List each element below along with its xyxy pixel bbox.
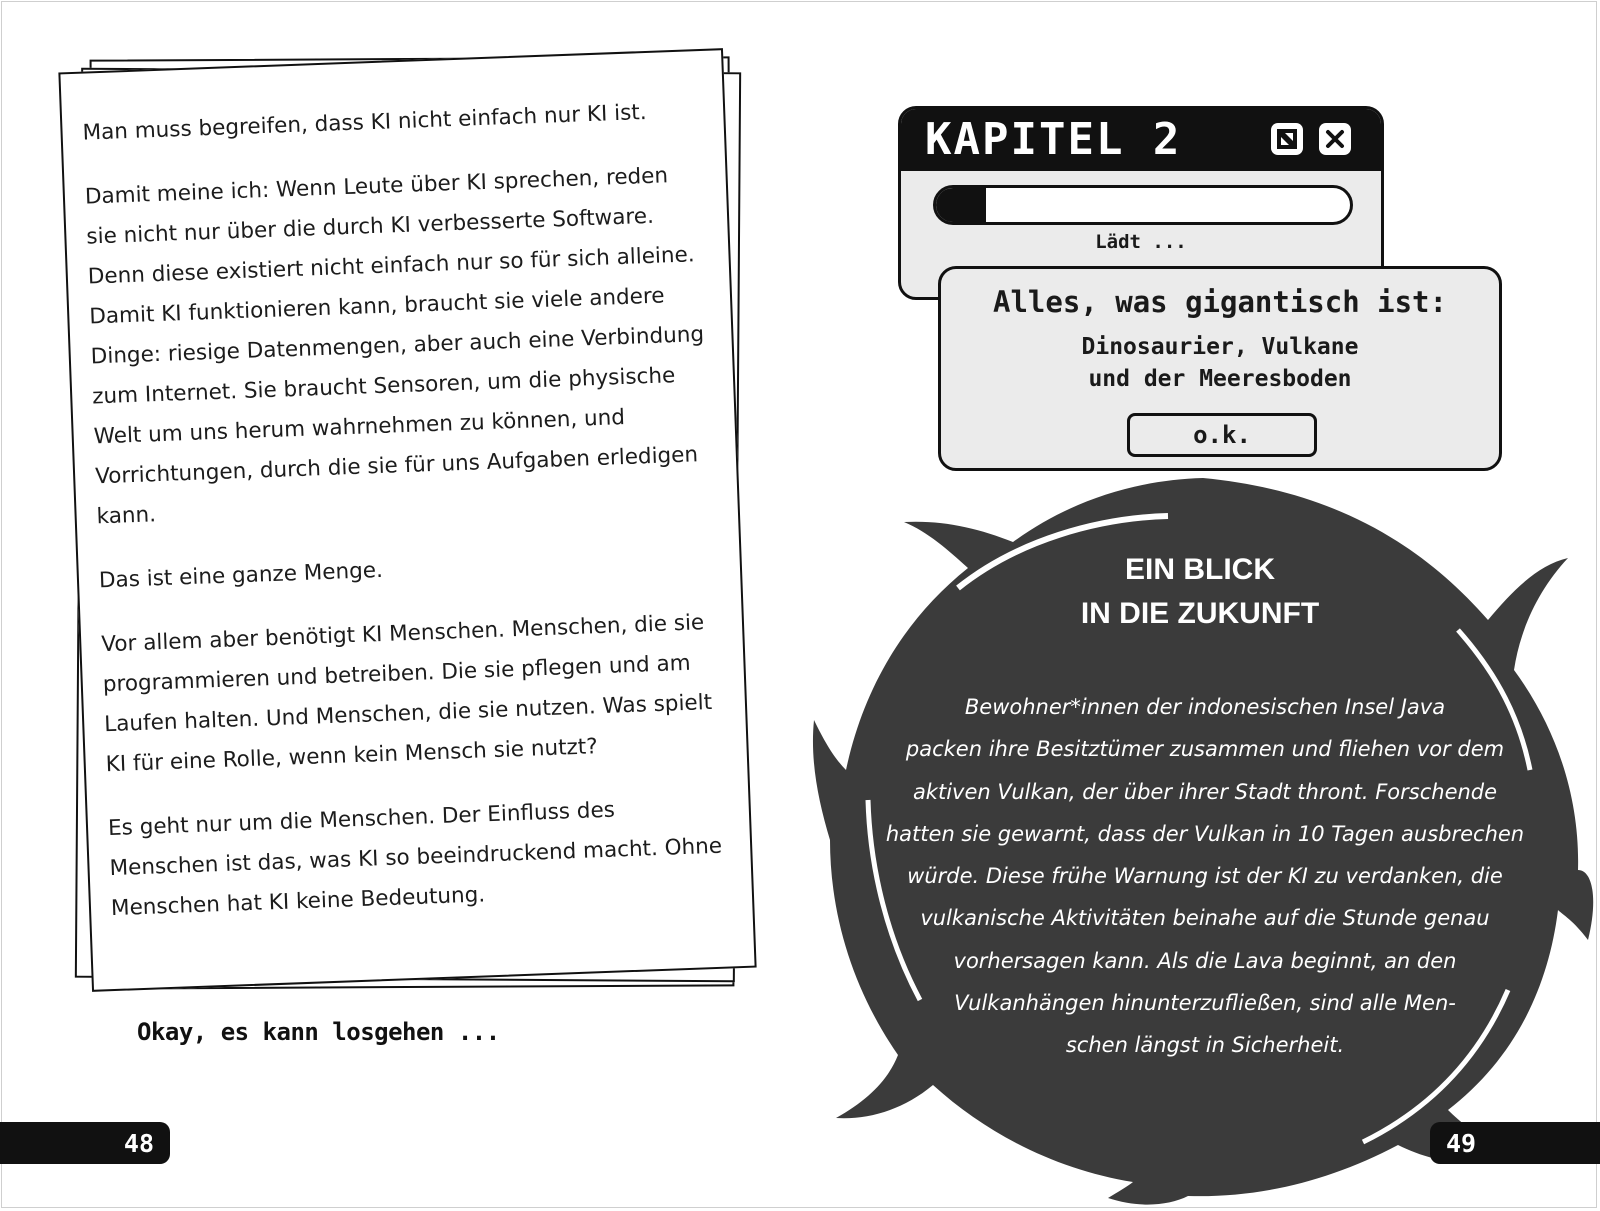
- close-icon[interactable]: [1319, 123, 1351, 155]
- blob-line: Bewohner*innen der indonesischen Insel Java: [964, 695, 1446, 719]
- ok-button[interactable]: o.k.: [1127, 413, 1317, 457]
- blob-title-line: EIN BLICK: [1125, 553, 1275, 586]
- blob-line: würde. Diese frühe Warnung ist der KI zu verdanken, die: [907, 864, 1503, 889]
- topic-dialog: [938, 266, 1502, 471]
- chapter-title: KAPITEL 2: [925, 114, 1182, 165]
- loading-progress-bar: [933, 185, 1353, 225]
- page-number-left: [0, 1122, 170, 1164]
- lets-go-text: Okay, es kann losgehen ...: [137, 1018, 500, 1046]
- paper-paragraph: Das ist eine ganze Menge.: [98, 557, 384, 594]
- paper-text: [82, 91, 727, 953]
- paper-sheet-front: [58, 48, 756, 992]
- loading-label: Lädt ...: [1095, 231, 1187, 253]
- blob-line: hatten sie gewarnt, dass der Vulkan in 10 Tagen ausbrechen: [885, 821, 1525, 846]
- topic-subtitle: [941, 331, 1499, 395]
- blob-line: vulkanische Aktivitäten beinahe auf die Stunde genau: [920, 906, 1490, 931]
- topic-subtitle-line: und der Meeresboden: [1088, 366, 1352, 392]
- chapter-window-titlebar: [901, 109, 1381, 171]
- blob-title: [860, 548, 1540, 636]
- paper-paragraph: Es geht nur um die Menschen. Der Einfluss des Menschen ist das, was KI so beeindruckend macht. Ohne Menschen hat KI keine Bedeutung.: [107, 797, 723, 922]
- blob-line: schen längst in Sicherheit.: [1065, 1033, 1345, 1058]
- paper-paragraph: Vor allem aber benötigt KI Menschen. Menschen, die sie programmieren und betreiben. Die sie pflegen und am Laufen halten. Und Menschen, die sie nutzen. Was spielt KI für eine Rolle, wenn kein Mensch sie nutzt?: [100, 610, 713, 778]
- page-number-right-label: 49: [1446, 1128, 1477, 1158]
- topic-subtitle-line: Dinosaurier, Vulkane: [1081, 334, 1359, 360]
- blob-line: vorhersagen kann. Als die Lava beginnt, an den: [953, 948, 1457, 973]
- progress-fill: [936, 188, 986, 222]
- page-number-right: [1430, 1122, 1600, 1164]
- blob-line: packen ihre Besitztümer zusammen und fliehen vor dem: [905, 737, 1505, 762]
- blob-line: aktiven Vulkan, der über ihrer Stadt thront. Forschende: [912, 779, 1498, 804]
- topic-heading: Alles, was gigantisch ist:: [993, 285, 1447, 319]
- paper-paragraph: Damit meine ich: Wenn Leute über KI sprechen, reden sie nicht nur über die durch KI verbesserte Software. Denn diese existiert nicht einfach nur so für sich alleine. Damit KI funktionieren kann, braucht sie viele andere Dinge: riesige Datenmengen, aber auch eine Verbindung zum Internet. Sie braucht Sensoren, um die physische Welt um uns herum wahrnehmen zu können, und Vorrichtungen, durch die sie für uns Aufgaben erledigen kann.: [84, 163, 705, 530]
- blob-body: [870, 686, 1540, 1067]
- blob-line: Vulkanhängen hinunterzufließen, sind alle Men-: [954, 991, 1456, 1016]
- blob-title-line: IN DIE ZUKUNFT: [1080, 597, 1320, 630]
- paper-paragraph: Man muss begreifen, dass KI nicht einfach nur KI ist.: [82, 99, 647, 146]
- maximize-icon[interactable]: [1271, 123, 1303, 155]
- page-number-left-label: 48: [123, 1128, 154, 1158]
